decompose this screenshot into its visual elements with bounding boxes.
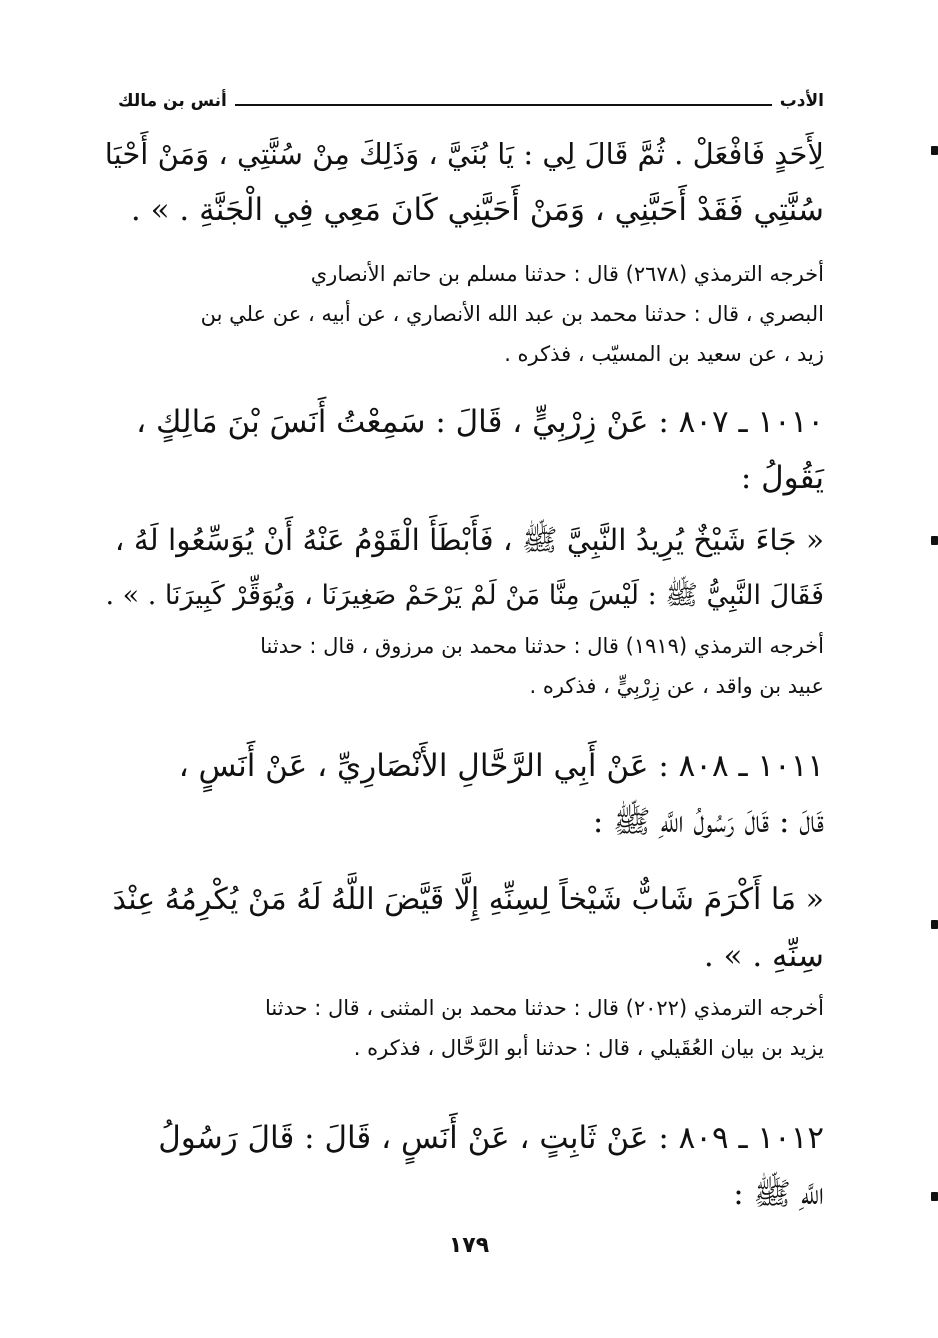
hadith-isnad <box>104 1110 824 1222</box>
text-line: فَقَالَ النَّبِيُّ ﷺ : لَيْسَ مِنَّا مَنْ لَمْ يَرْحَمْ صَغِيرَنَا ، وَيُوَقِّرْ كَبِيرَنَا . » . <box>105 580 824 611</box>
hadith-isnad <box>104 738 824 850</box>
text-line: قَالَ : قَالَ رَسُولُ اللَّهِ ﷺ : <box>592 804 824 840</box>
hadith-text <box>104 512 824 624</box>
text-line: « جَاءَ شَيْخٌ يُرِيدُ النَّبِيَّ ﷺ ، فَأَبْطَأَ الْقَوْمُ عَنْهُ أَنْ يُوَسِّعُوا لَهُ ، <box>114 523 824 557</box>
text-line: أخرجه الترمذي (٢٠٢٢) قال : حدثنا محمد بن المثنى ، قال : حدثنا <box>265 996 824 1020</box>
text-line: لِأَحَدٍ فَافْعَلْ . ثُمَّ قَالَ لِي : يَا بُنَيَّ ، وَذَلِكَ مِنْ سُنَّتِي ، وَمَنْ أَحْيَا <box>104 137 824 171</box>
text-line: البصري ، قال : حدثنا محمد بن عبد الله الأنصاري ، عن أبيه ، عن علي بن <box>200 302 824 326</box>
text-line: زيد ، عن سعيد بن المسيّب ، فذكره . <box>504 342 824 366</box>
text-line: أخرجه الترمذي (٢٦٧٨) قال : حدثنا مسلم بن حاتم الأنصاري <box>310 262 824 286</box>
text-line: اللَّهِ ﷺ : <box>733 1176 824 1212</box>
running-header <box>118 88 824 114</box>
scan-edge-mark <box>931 146 938 155</box>
text-line: يزيد بن بيان العُقَيلي ، قال : حدثنا أبو الرَّحَّال ، فذكره . <box>353 1036 824 1060</box>
text-line: يَقُولُ : <box>740 460 824 496</box>
hadith-text <box>104 872 824 984</box>
text-line: عبيد بن واقد ، عن زِرْبِيٍّ ، فذكره . <box>529 674 824 698</box>
scan-edge-mark <box>931 536 938 545</box>
hadith-isnad <box>104 394 824 506</box>
header-section-title: أنس بن مالك <box>118 91 227 111</box>
hadith-text-continuation <box>104 126 824 238</box>
text-line: ١٠١٠ ـ ٨٠٧ : عَنْ زِرْبِيٍّ ، قَالَ : سَمِعْتُ أَنَسَ بْنَ مَالِكٍ ، <box>136 404 824 440</box>
text-line: سِنِّهِ . » . <box>703 938 824 974</box>
text-line: سُنَّتِي فَقَدْ أَحَبَّنِي ، وَمَنْ أَحَبَّنِي كَانَ مَعِي فِي الْجَنَّةِ . » . <box>130 192 824 228</box>
text-line: ١٠١١ ـ ٨٠٨ : عَنْ أَبِي الرَّحَّالِ الأَنْصَارِيِّ ، عَنْ أَنَسٍ ، <box>178 748 824 784</box>
header-chapter-title: الأدب <box>779 91 824 111</box>
takhrij-note <box>104 988 824 1068</box>
takhrij-note <box>104 626 824 706</box>
text-line: أخرجه الترمذي (١٩١٩) قال : حدثنا محمد بن مرزوق ، قال : حدثنا <box>260 634 824 658</box>
takhrij-note <box>104 254 824 374</box>
header-rule <box>235 104 772 106</box>
page-number: ١٧٩ <box>448 1233 490 1258</box>
scan-edge-mark <box>931 920 938 929</box>
scan-edge-mark <box>931 1192 938 1201</box>
text-line: ١٠١٢ ـ ٨٠٩ : عَنْ ثَابِتٍ ، عَنْ أَنَسٍ ، قَالَ : قَالَ رَسُولُ <box>158 1120 824 1156</box>
text-line: « مَا أَكْرَمَ شَابٌّ شَيْخاً لِسِنِّهِ إِلَّا قَيَّضَ اللَّهُ لَهُ مَنْ يُكْرِمُهُ عِنْدَ <box>112 882 824 917</box>
